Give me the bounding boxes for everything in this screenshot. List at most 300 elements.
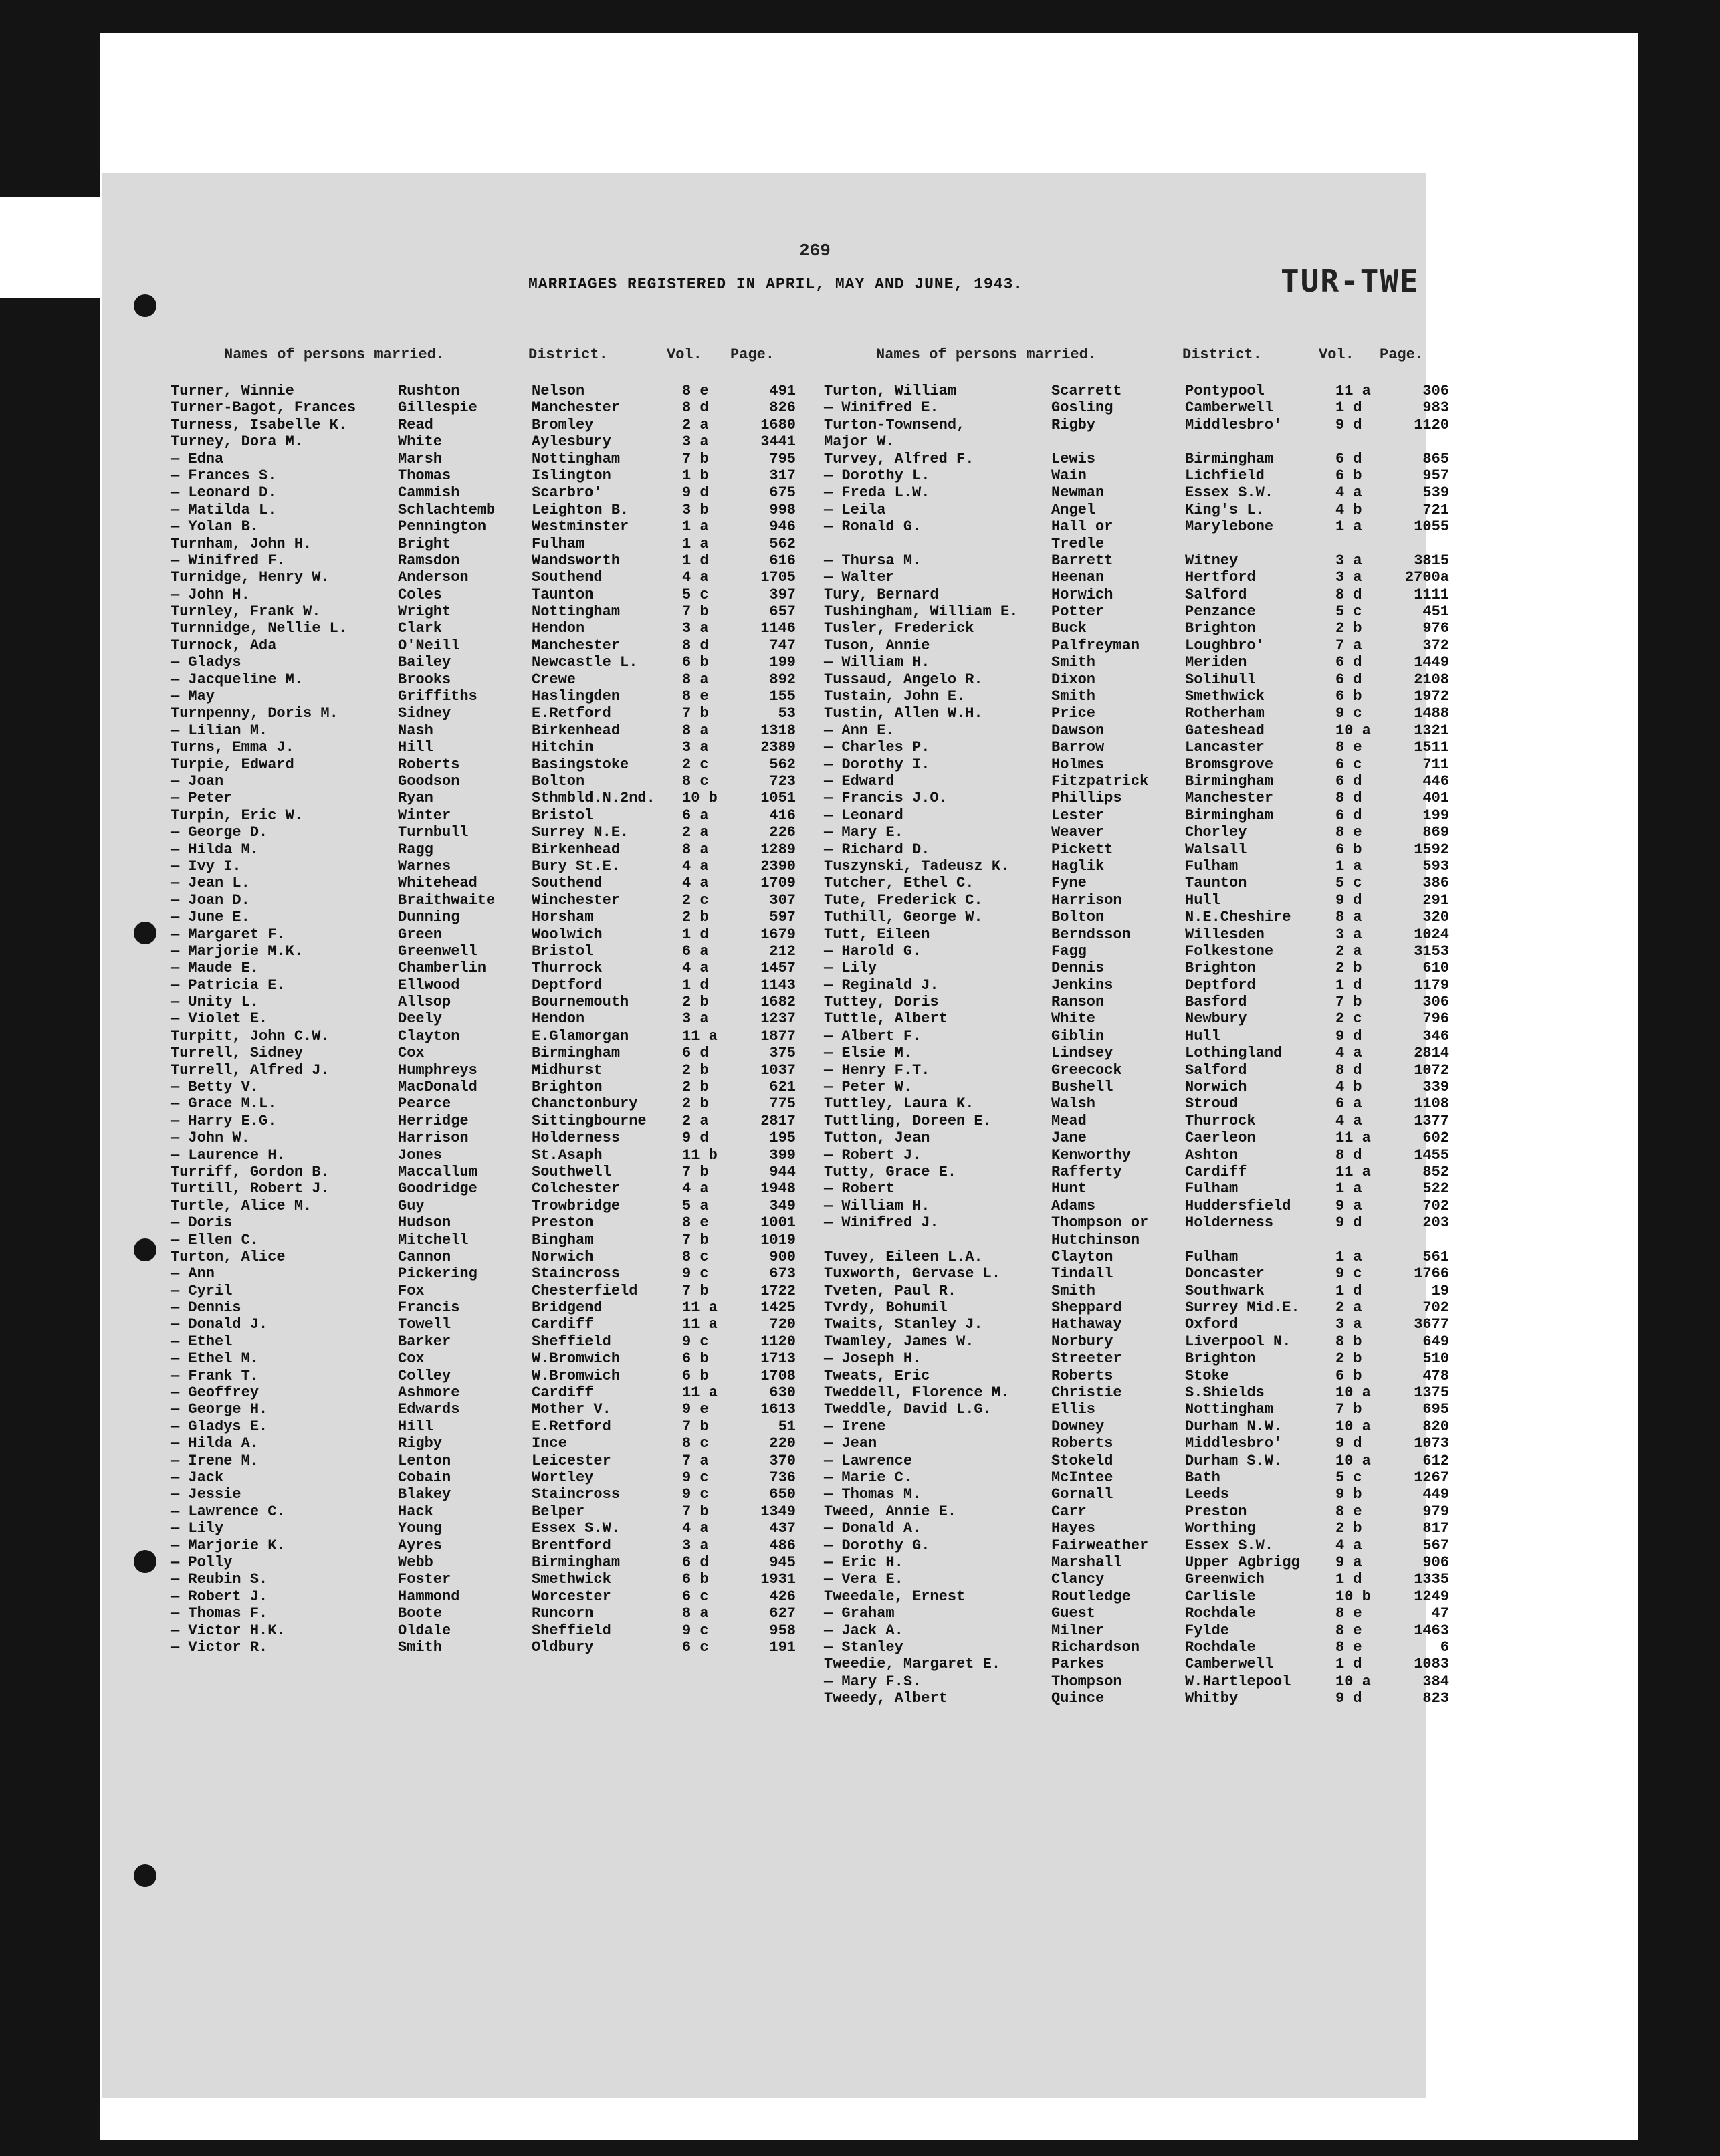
- page-ref: 1179: [1414, 976, 1449, 994]
- spouse-surname: Gornall: [1051, 1486, 1113, 1503]
- volume: 9 a: [1335, 1553, 1362, 1571]
- entry-name: — Marie C.: [824, 1469, 913, 1486]
- volume: 1 d: [1335, 976, 1362, 994]
- entry-name: Tuttling, Doreen E.: [824, 1112, 992, 1129]
- volume: 7 b: [682, 1163, 709, 1180]
- volume: 4 a: [682, 1180, 709, 1198]
- page-ref: 2389: [760, 739, 796, 756]
- volume: 9 c: [1335, 1265, 1362, 1283]
- page-ref: 53: [778, 705, 796, 722]
- volume: 10 b: [1335, 1588, 1371, 1605]
- district: Chorley: [1185, 824, 1247, 841]
- entry-name: Turns, Emma J.: [171, 739, 294, 756]
- page-ref: 1019: [760, 1231, 796, 1249]
- spouse-surname: Wain: [1051, 467, 1087, 484]
- page-ref: 1705: [760, 569, 796, 586]
- district: Leicester: [532, 1452, 611, 1469]
- volume: 5 c: [1335, 1469, 1362, 1486]
- volume: 8 e: [1335, 1638, 1362, 1656]
- page-ref: 491: [769, 383, 796, 399]
- entry-name: — Ann E.: [824, 722, 895, 739]
- spouse-surname: Newman: [1051, 484, 1105, 502]
- volume: 1 a: [682, 518, 709, 536]
- volume: 7 b: [682, 1503, 709, 1520]
- volume: 2 a: [682, 416, 709, 433]
- district: Birmingham: [532, 1045, 621, 1062]
- volume: 7 b: [682, 603, 709, 621]
- page-ref: 2814: [1414, 1045, 1449, 1062]
- spouse-surname: Hill: [398, 1418, 433, 1435]
- spouse-surname: Young: [398, 1520, 443, 1537]
- entry-name: — Lawrence: [824, 1452, 913, 1469]
- volume: 5 c: [1335, 875, 1362, 892]
- volume: 6 b: [682, 1350, 709, 1368]
- volume: 3 a: [1335, 926, 1362, 943]
- volume: 10 a: [1335, 1384, 1371, 1402]
- spouse-surname: Smith: [1051, 654, 1096, 671]
- entry-name: — Jacqueline M.: [171, 671, 304, 688]
- page-ref: 195: [769, 1129, 796, 1147]
- spouse-surname: Tindall: [1051, 1265, 1113, 1283]
- page-ref: 796: [1422, 1010, 1449, 1028]
- entry-name: — George D.: [171, 824, 268, 841]
- page-ref: 199: [769, 654, 796, 671]
- volume: 6 d: [682, 1045, 709, 1062]
- spouse-surname: Heenan: [1051, 569, 1105, 586]
- page-ref: 562: [769, 535, 796, 552]
- entry-name: — Edward: [824, 772, 895, 790]
- spouse-surname: Downey: [1051, 1418, 1105, 1435]
- spouse-surname: Mitchell: [398, 1231, 469, 1249]
- volume: 2 a: [682, 1112, 709, 1129]
- page-ref: 673: [769, 1265, 796, 1283]
- entry-name: Turnnidge, Nellie L.: [171, 620, 348, 637]
- spouse-surname: Gosling: [1051, 399, 1113, 417]
- volume: 9 c: [682, 1486, 709, 1503]
- district: Wandsworth: [532, 552, 621, 569]
- entry-name: — Henry F.T.: [824, 1061, 930, 1079]
- page-ref: 372: [1422, 637, 1449, 654]
- page-ref: 1146: [760, 620, 796, 637]
- volume: 4 b: [1335, 501, 1362, 518]
- entry-name: — Albert F.: [824, 1027, 922, 1045]
- district: King's L.: [1185, 501, 1265, 518]
- spouse-surname: Dixon: [1051, 671, 1096, 688]
- page-ref: 212: [769, 942, 796, 960]
- page-ref: 976: [1422, 620, 1449, 637]
- volume: 9 d: [1335, 1435, 1362, 1452]
- entry-name: Tweed, Annie E.: [824, 1503, 957, 1520]
- volume: 6 b: [682, 654, 709, 671]
- district: Carlisle: [1185, 1588, 1256, 1605]
- district: Bournemouth: [532, 994, 629, 1011]
- district: Colchester: [532, 1180, 621, 1198]
- page-ref: 370: [769, 1452, 796, 1469]
- volume: 7 b: [682, 1282, 709, 1299]
- spouse-surname: Pickett: [1051, 841, 1113, 858]
- district: Witney: [1185, 552, 1239, 569]
- volume: 2 b: [682, 994, 709, 1011]
- volume: 2 b: [682, 909, 709, 926]
- punch-hole: [134, 1238, 156, 1261]
- spouse-surname: Marshall: [1051, 1553, 1122, 1571]
- page-ref: 1024: [1414, 926, 1449, 943]
- district: Solihull: [1185, 671, 1256, 688]
- district: Manchester: [532, 399, 621, 417]
- district: Deptford: [1185, 976, 1256, 994]
- district: Runcorn: [532, 1605, 594, 1622]
- spouse-surname: Rigby: [398, 1435, 443, 1452]
- volume: 4 a: [682, 857, 709, 875]
- district: Folkestone: [1185, 942, 1274, 960]
- district: Deptford: [532, 976, 603, 994]
- district: Salford: [1185, 1061, 1247, 1079]
- spouse-surname: Braithwaite: [398, 891, 496, 909]
- page-ref: 306: [1422, 994, 1449, 1011]
- page-ref: 1051: [760, 790, 796, 807]
- spouse-surname: Anderson: [398, 569, 469, 586]
- district: Hull: [1185, 891, 1220, 909]
- spouse-surname: Humphreys: [398, 1061, 477, 1079]
- spouse-surname: Thomas: [398, 467, 451, 484]
- entry-name: — Dennis: [171, 1299, 241, 1317]
- volume: 8 e: [682, 1214, 709, 1232]
- district: Hendon: [532, 1010, 585, 1028]
- district: Newbury: [1185, 1010, 1247, 1028]
- volume: 7 b: [682, 705, 709, 722]
- volume: 8 e: [682, 383, 709, 399]
- page-ref: 306: [1422, 383, 1449, 399]
- spouse-surname: Goodson: [398, 772, 460, 790]
- page-ref: 747: [769, 637, 796, 654]
- spouse-surname: Quince: [1051, 1690, 1105, 1707]
- entry-name: — Dorothy G.: [824, 1537, 930, 1554]
- entry-name: — Ethel: [171, 1333, 233, 1350]
- volume: 9 d: [1335, 1690, 1362, 1707]
- district: St.Asaph: [532, 1146, 603, 1164]
- entry-name: — Dorothy L.: [824, 467, 930, 484]
- spouse-surname: Ryan: [398, 790, 433, 807]
- volume: 8 c: [682, 1248, 709, 1265]
- district: Preston: [1185, 1503, 1247, 1520]
- entry-name: — Yolan B.: [171, 518, 259, 536]
- page-ref: 1108: [1414, 1095, 1449, 1113]
- page-ref: 1449: [1414, 654, 1449, 671]
- spouse-surname: Ayres: [398, 1537, 443, 1554]
- spouse-surname: Stokeld: [1051, 1452, 1113, 1469]
- district: Middlesbro': [1185, 1435, 1283, 1452]
- spouse-surname: Allsop: [398, 994, 451, 1011]
- page-ref: 399: [769, 1146, 796, 1164]
- volume: 8 e: [1335, 1605, 1362, 1622]
- district: Thurrock: [532, 960, 603, 977]
- page-ref: 1237: [760, 1010, 796, 1028]
- district: Bromley: [532, 416, 594, 433]
- district: Fulham: [1185, 857, 1239, 875]
- volume: 7 b: [682, 450, 709, 467]
- spouse-surname: Pearce: [398, 1095, 451, 1113]
- spouse-surname: Holmes: [1051, 756, 1105, 773]
- spouse-surname: Carr: [1051, 1503, 1087, 1520]
- spouse-surname: Clayton: [398, 1027, 460, 1045]
- district: Huddersfield: [1185, 1197, 1291, 1214]
- spouse-surname: Whitehead: [398, 875, 477, 892]
- entry-name: — Leonard: [824, 806, 903, 824]
- spouse-surname: Winter: [398, 806, 451, 824]
- district: Southwell: [532, 1163, 611, 1180]
- district: Staincross: [532, 1486, 621, 1503]
- entry-name: Turner, Winnie: [171, 383, 294, 399]
- entry-name: — Ronald G.: [824, 518, 922, 536]
- volume: 2 c: [682, 891, 709, 909]
- page-ref: 627: [769, 1605, 796, 1622]
- district: Newcastle L.: [532, 654, 638, 671]
- entry-name: — Reubin S.: [171, 1571, 268, 1588]
- entry-name: Twamley, James W.: [824, 1333, 974, 1350]
- page-ref: 339: [1422, 1079, 1449, 1096]
- district: Caerleon: [1185, 1129, 1256, 1147]
- spouse-surname: Norbury: [1051, 1333, 1113, 1350]
- volume: 11 a: [1335, 383, 1371, 399]
- entry-name: — John H.: [171, 586, 250, 603]
- spouse-surname: Oldale: [398, 1622, 451, 1639]
- volume: 3 a: [682, 433, 709, 451]
- entry-name: Tweedy, Albert: [824, 1690, 948, 1707]
- volume: 10 a: [1335, 1673, 1371, 1690]
- page-ref: 675: [769, 484, 796, 502]
- page-ref: 650: [769, 1486, 796, 1503]
- volume: 8 e: [1335, 1622, 1362, 1639]
- volume: 3 a: [1335, 552, 1362, 569]
- entry-name: Turtill, Robert J.: [171, 1180, 330, 1198]
- entry-name: — Leila: [824, 501, 886, 518]
- entry-name: Tweats, Eric: [824, 1367, 930, 1384]
- spouse-surname: Fox: [398, 1282, 425, 1299]
- volume: 1 d: [1335, 399, 1362, 417]
- district: Nottingham: [532, 450, 621, 467]
- entry-name: Turnock, Ada: [171, 637, 277, 654]
- page-ref: 1457: [760, 960, 796, 977]
- scanner-tab-strip: [0, 197, 100, 298]
- district: Hull: [1185, 1027, 1220, 1045]
- volume: 2 a: [1335, 1299, 1362, 1317]
- page-ref: 1249: [1414, 1588, 1449, 1605]
- district: W.Bromwich: [532, 1350, 621, 1368]
- spouse-surname: Fairweather: [1051, 1537, 1149, 1554]
- entry-name: Tuttey, Doris: [824, 994, 939, 1011]
- district: Essex S.W.: [1185, 484, 1274, 502]
- page-ref: 486: [769, 1537, 796, 1554]
- volume: 8 e: [1335, 1503, 1362, 1520]
- page-ref: 1111: [1414, 586, 1449, 603]
- entry-name: — Doris: [171, 1214, 233, 1232]
- spouse-surname: Roberts: [1051, 1435, 1113, 1452]
- district: Holderness: [1185, 1214, 1274, 1232]
- district: Westminster: [532, 518, 629, 536]
- page-ref: 2817: [760, 1112, 796, 1129]
- page-ref: 1463: [1414, 1622, 1449, 1639]
- volume: 1 d: [682, 552, 709, 569]
- entry-name: Turton, William: [824, 383, 957, 399]
- volume: 7 b: [682, 1231, 709, 1249]
- district: Trowbridge: [532, 1197, 621, 1214]
- page-ref: 1972: [1414, 688, 1449, 706]
- entry-name: — Peter W.: [824, 1079, 913, 1096]
- entry-name: — Lawrence C.: [171, 1503, 286, 1520]
- district: Willesden: [1185, 926, 1265, 943]
- volume: 1 a: [1335, 857, 1362, 875]
- page-ref: 721: [1422, 501, 1449, 518]
- volume: 5 a: [682, 1197, 709, 1214]
- district: Meriden: [1185, 654, 1247, 671]
- district: Leighton B.: [532, 501, 629, 518]
- volume: 8 e: [1335, 824, 1362, 841]
- entry-name: — Frank T.: [171, 1367, 259, 1384]
- volume: 3 a: [682, 1537, 709, 1554]
- entry-name: — Vera E.: [824, 1571, 903, 1588]
- district: Camberwell: [1185, 399, 1274, 417]
- header-page: Page.: [730, 346, 775, 363]
- volume: 7 a: [682, 1452, 709, 1469]
- entry-name: — Robert J.: [824, 1146, 922, 1164]
- page-ref: 416: [769, 806, 796, 824]
- volume: 2 c: [682, 756, 709, 773]
- header-vol: Vol.: [1319, 346, 1354, 363]
- volume: 9 e: [682, 1401, 709, 1418]
- index-range-tag: TUR-TWE: [1281, 263, 1420, 299]
- volume: 7 a: [1335, 637, 1362, 654]
- spouse-surname: Lindsey: [1051, 1045, 1113, 1062]
- page-ref: 736: [769, 1469, 796, 1486]
- volume: 6 c: [1335, 756, 1362, 773]
- volume: 8 d: [682, 637, 709, 654]
- district: Oxford: [1185, 1316, 1239, 1333]
- entry-name: — Joan D.: [171, 891, 250, 909]
- volume: 4 a: [682, 569, 709, 586]
- district: Southwark: [1185, 1282, 1265, 1299]
- spouse-surname: White: [1051, 1010, 1096, 1028]
- entry-name: Twaits, Stanley J.: [824, 1316, 983, 1333]
- page-ref: 610: [1422, 960, 1449, 977]
- entry-name: Tvrdy, Bohumil: [824, 1299, 948, 1317]
- district: Cardiff: [532, 1384, 594, 1402]
- spouse-surname: Weaver: [1051, 824, 1105, 841]
- volume: 6 b: [1335, 1367, 1362, 1384]
- page-ref: 1455: [1414, 1146, 1449, 1164]
- volume: 6 a: [682, 942, 709, 960]
- page-ref: 1072: [1414, 1061, 1449, 1079]
- entry-name: — Thomas F.: [171, 1605, 268, 1622]
- volume: 1 d: [682, 926, 709, 943]
- page-ref: 1680: [760, 416, 796, 433]
- volume: 8 d: [1335, 1061, 1362, 1079]
- page-ref: 1321: [1414, 722, 1449, 739]
- spouse-surname: Rushton: [398, 383, 460, 399]
- volume: 9 c: [682, 1622, 709, 1639]
- district: Basford: [1185, 994, 1247, 1011]
- volume: 11 b: [682, 1146, 718, 1164]
- entry-name: Turrell, Sidney: [171, 1045, 304, 1062]
- spouse-surname: Wright: [398, 603, 451, 621]
- district: Taunton: [1185, 875, 1247, 892]
- spouse-surname: Bailey: [398, 654, 451, 671]
- entry-name: — Ann: [171, 1265, 215, 1283]
- district: Smethwick: [532, 1571, 611, 1588]
- volume: 8 a: [682, 722, 709, 739]
- page-ref: 826: [769, 399, 796, 417]
- page-ref: 1349: [760, 1503, 796, 1520]
- page-ref: 561: [1422, 1248, 1449, 1265]
- page-ref: 702: [1422, 1299, 1449, 1317]
- volume: 8 d: [1335, 586, 1362, 603]
- spouse-surname: Towell: [398, 1316, 451, 1333]
- spouse-surname: Dunning: [398, 909, 460, 926]
- spouse-surname: Dawson: [1051, 722, 1105, 739]
- entry-name: — Patricia E.: [171, 976, 286, 994]
- district: Smethwick: [1185, 688, 1265, 706]
- spouse-surname: Fagg: [1051, 942, 1087, 960]
- spouse-surname: Pickering: [398, 1265, 477, 1283]
- entry-name: — Thomas M.: [824, 1486, 922, 1503]
- page-ref: 630: [769, 1384, 796, 1402]
- volume: 8 c: [682, 1435, 709, 1452]
- page-ref: 397: [769, 586, 796, 603]
- spouse-surname: Greecock: [1051, 1061, 1122, 1079]
- spouse-surname: Phillips: [1051, 790, 1122, 807]
- entry-name: — Robert: [824, 1180, 895, 1198]
- district: Birkenhead: [532, 722, 621, 739]
- entry-name: — Freda L.W.: [824, 484, 930, 502]
- spouse-surname: Clayton: [1051, 1248, 1113, 1265]
- page-ref: 1037: [760, 1061, 796, 1079]
- page-ref: 307: [769, 891, 796, 909]
- page-ref: 649: [1422, 1333, 1449, 1350]
- district: Fulham: [1185, 1248, 1239, 1265]
- volume: 9 d: [682, 1129, 709, 1147]
- spouse-surname: Barrow: [1051, 739, 1105, 756]
- district: Aylesbury: [532, 433, 611, 451]
- entry-name: — Betty V.: [171, 1079, 259, 1096]
- entry-name: — Frances S.: [171, 467, 277, 484]
- entry-name: — Leonard D.: [171, 484, 277, 502]
- page-ref: 616: [769, 552, 796, 569]
- volume: 8 e: [682, 688, 709, 706]
- volume: 10 a: [1335, 1452, 1371, 1469]
- entry-name: — Geoffrey: [171, 1384, 259, 1402]
- district: Oldbury: [532, 1638, 594, 1656]
- district: N.E.Cheshire: [1185, 909, 1291, 926]
- page-ref: 1001: [760, 1214, 796, 1232]
- volume: 8 a: [682, 1605, 709, 1622]
- spouse-surname: Walsh: [1051, 1095, 1096, 1113]
- volume: 7 b: [682, 1418, 709, 1435]
- volume: 11 a: [1335, 1129, 1371, 1147]
- spouse-surname: Pennington: [398, 518, 487, 536]
- district: Hendon: [532, 620, 585, 637]
- volume: 6 b: [1335, 688, 1362, 706]
- page-ref: 944: [769, 1163, 796, 1180]
- district: Durham S.W.: [1185, 1452, 1283, 1469]
- volume: 2 b: [1335, 620, 1362, 637]
- district: Cardiff: [1185, 1163, 1247, 1180]
- district: Nottingham: [532, 603, 621, 621]
- spouse-surname: Maccallum: [398, 1163, 477, 1180]
- page-ref: 1289: [760, 841, 796, 858]
- spouse-surname: Smith: [1051, 1282, 1096, 1299]
- spouse-surname: Guy: [398, 1197, 425, 1214]
- page-ref: 1488: [1414, 705, 1449, 722]
- entry-name: Turnpenny, Doris M.: [171, 705, 338, 722]
